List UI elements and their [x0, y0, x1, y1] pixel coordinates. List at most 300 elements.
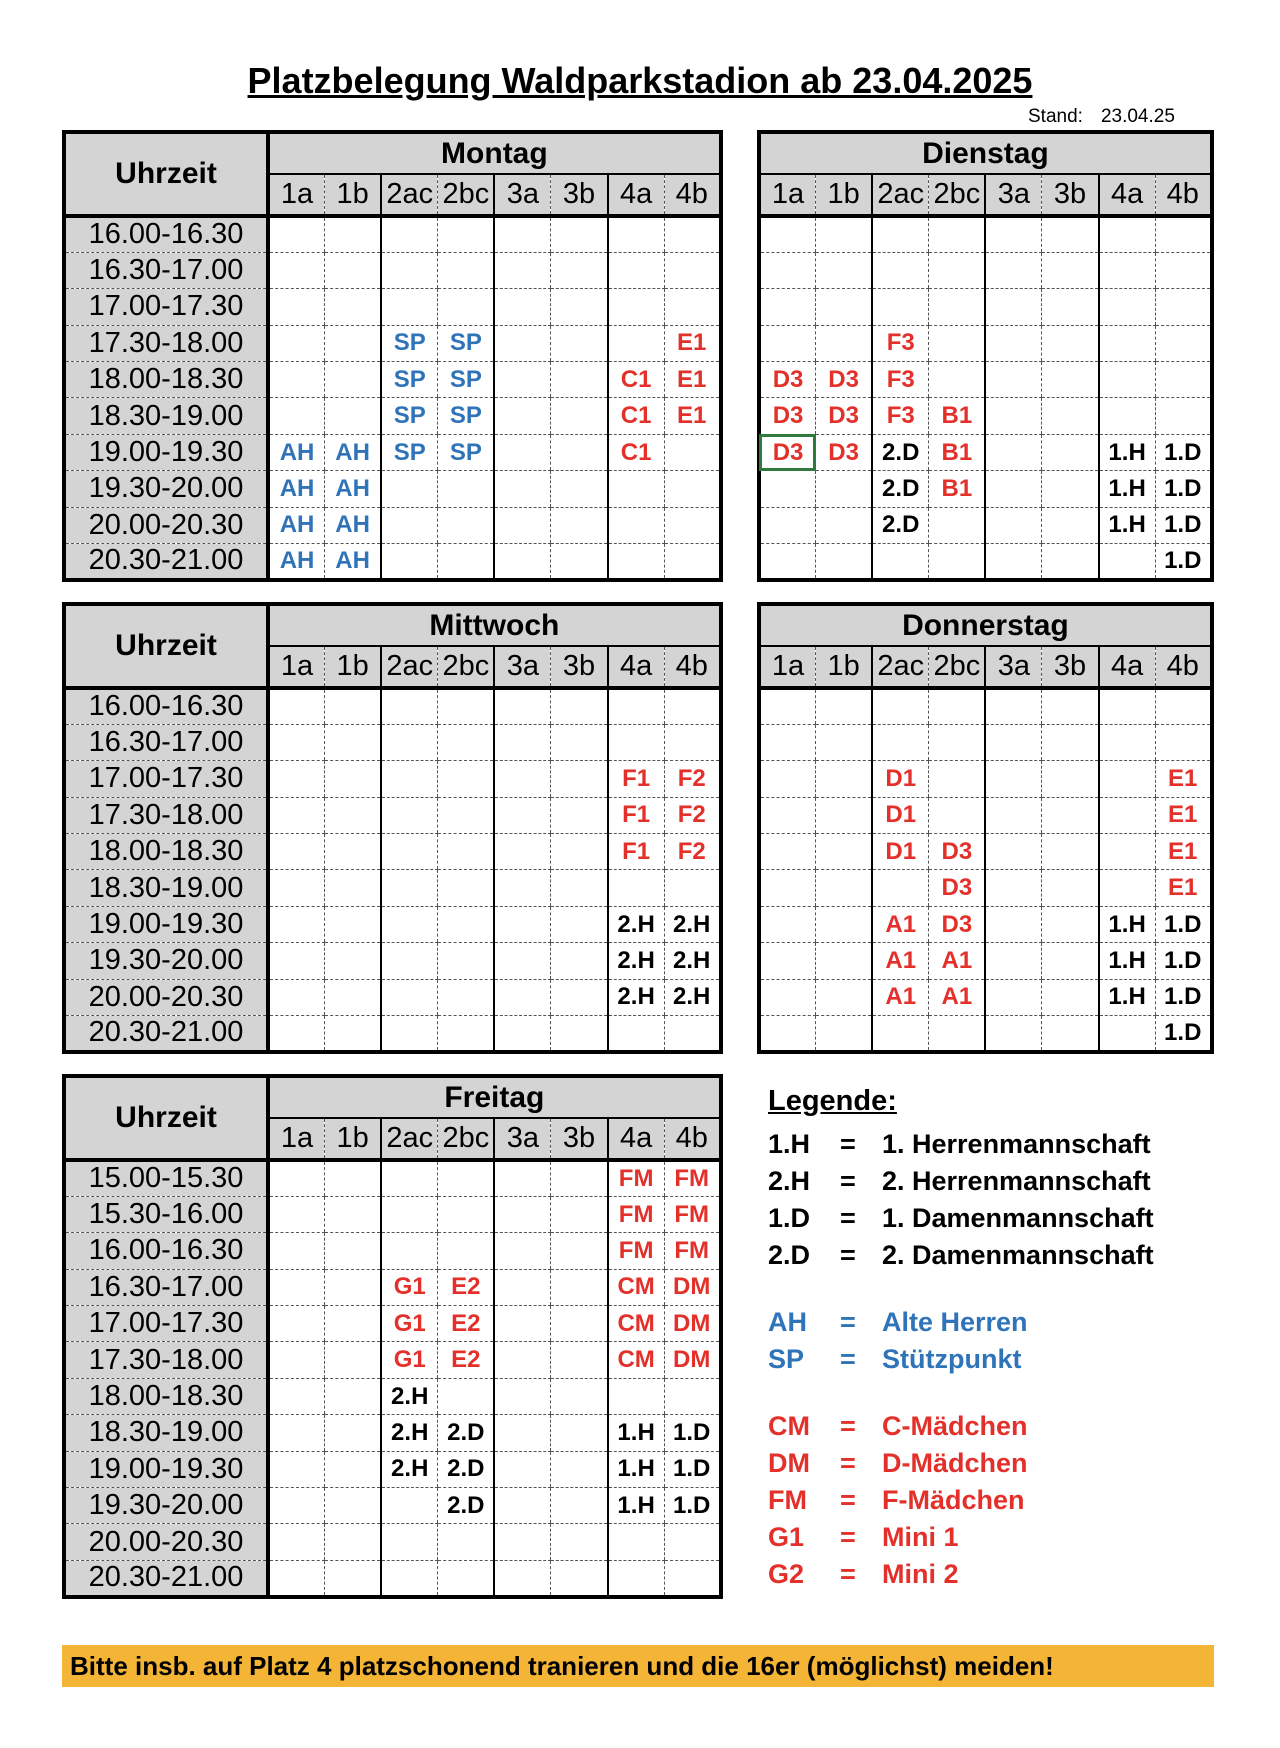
schedule-cell[interactable] — [494, 797, 551, 833]
schedule-cell[interactable]: 1.D — [1155, 434, 1212, 470]
schedule-cell[interactable] — [381, 943, 438, 979]
schedule-cell[interactable] — [381, 1160, 438, 1196]
schedule-cell[interactable] — [381, 761, 438, 797]
schedule-cell[interactable] — [1099, 289, 1156, 325]
schedule-cell[interactable] — [985, 906, 1042, 942]
schedule-cell[interactable] — [816, 1016, 873, 1052]
schedule-cell[interactable] — [759, 471, 816, 507]
schedule-cell[interactable] — [985, 979, 1042, 1015]
schedule-cell[interactable] — [494, 1016, 551, 1052]
schedule-cell[interactable] — [985, 252, 1042, 288]
schedule-cell[interactable]: AH — [325, 544, 382, 580]
schedule-cell[interactable] — [438, 1196, 495, 1232]
schedule-cell[interactable]: D1 — [872, 797, 929, 833]
schedule-cell[interactable]: 2.H — [381, 1451, 438, 1487]
schedule-cell[interactable] — [325, 834, 382, 870]
schedule-cell[interactable] — [438, 507, 495, 543]
schedule-cell[interactable] — [438, 1016, 495, 1052]
schedule-cell[interactable] — [268, 1233, 325, 1269]
schedule-cell[interactable]: A1 — [872, 943, 929, 979]
schedule-cell[interactable] — [325, 1451, 382, 1487]
schedule-cell[interactable] — [494, 1415, 551, 1451]
schedule-cell[interactable] — [325, 1269, 382, 1305]
schedule-cell[interactable] — [816, 797, 873, 833]
schedule-cell[interactable]: 2.D — [438, 1488, 495, 1524]
schedule-cell[interactable]: SP — [438, 398, 495, 434]
schedule-cell[interactable] — [1042, 979, 1099, 1015]
schedule-cell[interactable] — [816, 761, 873, 797]
schedule-cell[interactable] — [494, 325, 551, 361]
schedule-cell[interactable]: DM — [664, 1306, 721, 1342]
schedule-cell[interactable] — [268, 688, 325, 724]
schedule-cell[interactable] — [551, 507, 608, 543]
schedule-cell[interactable] — [1042, 906, 1099, 942]
schedule-cell[interactable] — [268, 1524, 325, 1560]
schedule-cell[interactable] — [759, 724, 816, 760]
schedule-cell[interactable] — [816, 252, 873, 288]
schedule-cell[interactable]: C1 — [608, 362, 665, 398]
schedule-cell[interactable] — [268, 1560, 325, 1596]
schedule-cell[interactable] — [872, 289, 929, 325]
schedule-cell[interactable]: B1 — [929, 471, 986, 507]
schedule-cell[interactable] — [1042, 544, 1099, 580]
schedule-cell[interactable] — [551, 1415, 608, 1451]
schedule-cell[interactable] — [1042, 362, 1099, 398]
schedule-cell[interactable] — [929, 325, 986, 361]
schedule-cell[interactable] — [551, 1524, 608, 1560]
schedule-cell[interactable] — [1042, 252, 1099, 288]
schedule-cell[interactable] — [494, 1306, 551, 1342]
schedule-cell[interactable] — [872, 1016, 929, 1052]
schedule-cell[interactable] — [494, 507, 551, 543]
schedule-cell[interactable] — [608, 1378, 665, 1414]
schedule-cell[interactable] — [985, 216, 1042, 252]
schedule-cell[interactable] — [325, 1524, 382, 1560]
schedule-cell[interactable] — [381, 216, 438, 252]
schedule-cell[interactable]: D3 — [816, 398, 873, 434]
schedule-cell[interactable] — [438, 797, 495, 833]
schedule-cell[interactable]: AH — [325, 434, 382, 470]
schedule-cell[interactable] — [438, 1233, 495, 1269]
schedule-cell[interactable] — [1099, 688, 1156, 724]
schedule-cell[interactable] — [494, 724, 551, 760]
schedule-cell[interactable]: 1.D — [1155, 1016, 1212, 1052]
schedule-cell[interactable]: G1 — [381, 1269, 438, 1305]
schedule-cell[interactable] — [759, 834, 816, 870]
schedule-cell[interactable]: SP — [381, 398, 438, 434]
schedule-cell[interactable] — [268, 1160, 325, 1196]
schedule-cell[interactable]: D3 — [759, 362, 816, 398]
schedule-cell[interactable]: FM — [664, 1196, 721, 1232]
schedule-cell[interactable] — [1155, 398, 1212, 434]
schedule-cell[interactable] — [438, 471, 495, 507]
schedule-cell[interactable] — [1042, 325, 1099, 361]
schedule-cell[interactable] — [1042, 870, 1099, 906]
schedule-cell[interactable] — [1042, 216, 1099, 252]
schedule-cell[interactable] — [985, 1016, 1042, 1052]
schedule-cell[interactable] — [929, 797, 986, 833]
schedule-cell[interactable] — [268, 1342, 325, 1378]
schedule-cell[interactable] — [872, 216, 929, 252]
schedule-cell[interactable]: FM — [608, 1233, 665, 1269]
schedule-cell[interactable] — [325, 216, 382, 252]
schedule-cell[interactable] — [929, 761, 986, 797]
schedule-cell[interactable] — [929, 1016, 986, 1052]
schedule-cell[interactable]: E2 — [438, 1269, 495, 1305]
schedule-cell[interactable] — [1042, 434, 1099, 470]
schedule-cell[interactable] — [929, 216, 986, 252]
schedule-cell[interactable] — [268, 325, 325, 361]
schedule-cell[interactable] — [551, 979, 608, 1015]
schedule-cell[interactable] — [268, 1488, 325, 1524]
schedule-cell[interactable] — [929, 289, 986, 325]
schedule-cell[interactable] — [268, 1196, 325, 1232]
schedule-cell[interactable]: FM — [664, 1160, 721, 1196]
schedule-cell[interactable] — [551, 544, 608, 580]
schedule-cell[interactable] — [438, 761, 495, 797]
schedule-cell[interactable]: 2.H — [664, 979, 721, 1015]
schedule-cell[interactable]: 2.H — [608, 979, 665, 1015]
schedule-cell[interactable] — [494, 1342, 551, 1378]
schedule-cell[interactable]: F2 — [664, 834, 721, 870]
schedule-cell[interactable] — [985, 507, 1042, 543]
schedule-cell[interactable] — [985, 325, 1042, 361]
schedule-cell[interactable] — [664, 1524, 721, 1560]
schedule-cell[interactable] — [268, 870, 325, 906]
schedule-cell[interactable] — [381, 252, 438, 288]
schedule-cell[interactable] — [325, 1233, 382, 1269]
schedule-cell[interactable]: E1 — [1155, 761, 1212, 797]
schedule-cell[interactable] — [325, 870, 382, 906]
schedule-cell[interactable] — [494, 1196, 551, 1232]
schedule-cell[interactable] — [1099, 398, 1156, 434]
schedule-cell[interactable] — [929, 544, 986, 580]
schedule-cell[interactable]: 1.H — [608, 1415, 665, 1451]
schedule-cell[interactable] — [381, 471, 438, 507]
schedule-cell[interactable] — [494, 398, 551, 434]
schedule-cell[interactable] — [438, 1160, 495, 1196]
schedule-cell[interactable] — [816, 544, 873, 580]
schedule-cell[interactable] — [551, 834, 608, 870]
schedule-cell[interactable] — [494, 289, 551, 325]
schedule-cell[interactable]: 2.H — [664, 906, 721, 942]
schedule-cell[interactable] — [929, 688, 986, 724]
schedule-cell[interactable]: 2.D — [872, 471, 929, 507]
schedule-cell[interactable] — [494, 906, 551, 942]
schedule-cell[interactable] — [1099, 761, 1156, 797]
schedule-cell[interactable] — [816, 870, 873, 906]
schedule-cell[interactable] — [381, 688, 438, 724]
schedule-cell[interactable] — [759, 289, 816, 325]
schedule-cell[interactable] — [268, 906, 325, 942]
schedule-cell[interactable]: D3 — [759, 398, 816, 434]
schedule-cell[interactable] — [929, 362, 986, 398]
schedule-cell[interactable] — [551, 1378, 608, 1414]
schedule-cell[interactable] — [494, 434, 551, 470]
schedule-cell[interactable] — [608, 688, 665, 724]
schedule-cell[interactable] — [1099, 870, 1156, 906]
schedule-cell[interactable] — [325, 1342, 382, 1378]
schedule-cell[interactable] — [551, 252, 608, 288]
schedule-cell[interactable]: 1.H — [1099, 507, 1156, 543]
schedule-cell[interactable] — [985, 834, 1042, 870]
schedule-cell[interactable] — [551, 434, 608, 470]
schedule-cell[interactable] — [268, 1016, 325, 1052]
schedule-cell[interactable] — [664, 1560, 721, 1596]
schedule-cell[interactable] — [551, 1488, 608, 1524]
schedule-cell[interactable] — [664, 252, 721, 288]
schedule-cell[interactable]: 2.H — [381, 1415, 438, 1451]
schedule-cell[interactable]: AH — [268, 434, 325, 470]
schedule-cell[interactable] — [381, 870, 438, 906]
schedule-cell[interactable] — [1042, 797, 1099, 833]
schedule-cell[interactable]: 1.H — [1099, 906, 1156, 942]
schedule-cell[interactable] — [551, 1016, 608, 1052]
schedule-cell[interactable] — [325, 1488, 382, 1524]
schedule-cell[interactable]: F3 — [872, 325, 929, 361]
schedule-cell[interactable]: D3 — [816, 362, 873, 398]
schedule-cell[interactable] — [608, 325, 665, 361]
schedule-cell[interactable]: D3 — [929, 834, 986, 870]
schedule-cell[interactable] — [608, 471, 665, 507]
schedule-cell[interactable]: 1.D — [1155, 979, 1212, 1015]
schedule-cell[interactable]: E1 — [1155, 797, 1212, 833]
schedule-cell[interactable]: E2 — [438, 1342, 495, 1378]
schedule-cell[interactable] — [1042, 507, 1099, 543]
schedule-cell[interactable]: D1 — [872, 834, 929, 870]
schedule-cell[interactable]: A1 — [929, 943, 986, 979]
schedule-cell[interactable]: E1 — [664, 398, 721, 434]
schedule-cell[interactable]: CM — [608, 1342, 665, 1378]
schedule-cell[interactable]: F1 — [608, 834, 665, 870]
schedule-cell[interactable] — [551, 1269, 608, 1305]
schedule-cell[interactable] — [438, 724, 495, 760]
schedule-cell[interactable]: A1 — [929, 979, 986, 1015]
schedule-cell[interactable] — [551, 906, 608, 942]
schedule-cell[interactable] — [816, 906, 873, 942]
schedule-cell[interactable] — [1155, 688, 1212, 724]
schedule-cell[interactable] — [268, 1306, 325, 1342]
schedule-cell[interactable] — [664, 1016, 721, 1052]
schedule-cell[interactable] — [494, 1451, 551, 1487]
schedule-cell[interactable] — [1042, 1016, 1099, 1052]
schedule-cell[interactable]: 2.H — [608, 943, 665, 979]
schedule-cell[interactable] — [438, 943, 495, 979]
schedule-cell[interactable] — [381, 544, 438, 580]
schedule-cell[interactable] — [551, 688, 608, 724]
schedule-cell[interactable] — [929, 507, 986, 543]
schedule-cell[interactable] — [985, 724, 1042, 760]
schedule-cell[interactable] — [268, 943, 325, 979]
schedule-cell[interactable]: F1 — [608, 797, 665, 833]
schedule-cell[interactable] — [494, 834, 551, 870]
schedule-cell[interactable] — [551, 724, 608, 760]
schedule-cell[interactable] — [1155, 252, 1212, 288]
schedule-cell[interactable]: AH — [268, 507, 325, 543]
schedule-cell[interactable]: FM — [608, 1160, 665, 1196]
schedule-cell[interactable] — [1042, 688, 1099, 724]
schedule-cell[interactable] — [816, 724, 873, 760]
schedule-cell[interactable] — [1155, 724, 1212, 760]
schedule-cell[interactable] — [551, 870, 608, 906]
schedule-cell[interactable] — [985, 434, 1042, 470]
schedule-cell[interactable] — [985, 398, 1042, 434]
schedule-cell[interactable]: D3 — [816, 434, 873, 470]
schedule-cell[interactable] — [438, 834, 495, 870]
schedule-cell[interactable] — [551, 1342, 608, 1378]
schedule-cell[interactable]: 2.H — [664, 943, 721, 979]
schedule-cell[interactable] — [985, 544, 1042, 580]
schedule-cell[interactable] — [664, 1378, 721, 1414]
schedule-cell[interactable] — [759, 797, 816, 833]
schedule-cell[interactable]: CM — [608, 1306, 665, 1342]
schedule-cell[interactable]: DM — [664, 1342, 721, 1378]
schedule-cell[interactable] — [325, 724, 382, 760]
schedule-cell[interactable]: AH — [268, 544, 325, 580]
schedule-cell[interactable] — [759, 761, 816, 797]
schedule-cell[interactable] — [494, 216, 551, 252]
schedule-cell[interactable] — [759, 544, 816, 580]
schedule-cell[interactable] — [551, 1560, 608, 1596]
schedule-cell[interactable] — [1042, 724, 1099, 760]
schedule-cell[interactable] — [664, 870, 721, 906]
schedule-cell[interactable] — [985, 289, 1042, 325]
schedule-cell[interactable] — [608, 724, 665, 760]
schedule-cell[interactable] — [608, 289, 665, 325]
schedule-cell[interactable]: A1 — [872, 979, 929, 1015]
schedule-cell[interactable] — [268, 1378, 325, 1414]
schedule-cell[interactable]: DM — [664, 1269, 721, 1305]
schedule-cell[interactable] — [325, 1196, 382, 1232]
schedule-cell[interactable] — [1099, 834, 1156, 870]
schedule-cell[interactable] — [551, 362, 608, 398]
schedule-cell[interactable] — [325, 906, 382, 942]
schedule-cell[interactable] — [872, 870, 929, 906]
schedule-cell[interactable] — [872, 724, 929, 760]
schedule-cell[interactable] — [381, 724, 438, 760]
schedule-cell[interactable] — [872, 688, 929, 724]
schedule-cell[interactable] — [985, 362, 1042, 398]
schedule-cell[interactable] — [268, 398, 325, 434]
schedule-cell[interactable]: 2.H — [381, 1378, 438, 1414]
schedule-cell[interactable] — [551, 1233, 608, 1269]
schedule-cell[interactable] — [494, 1524, 551, 1560]
schedule-cell[interactable] — [1042, 398, 1099, 434]
schedule-cell[interactable] — [816, 471, 873, 507]
schedule-cell[interactable] — [608, 1524, 665, 1560]
schedule-cell[interactable] — [381, 507, 438, 543]
schedule-cell[interactable]: SP — [381, 325, 438, 361]
schedule-cell[interactable]: G1 — [381, 1342, 438, 1378]
schedule-cell[interactable] — [551, 1451, 608, 1487]
schedule-cell[interactable] — [551, 943, 608, 979]
schedule-cell[interactable] — [325, 252, 382, 288]
schedule-cell[interactable]: A1 — [872, 906, 929, 942]
schedule-cell[interactable] — [664, 434, 721, 470]
schedule-cell[interactable] — [325, 979, 382, 1015]
schedule-cell[interactable] — [985, 471, 1042, 507]
schedule-cell[interactable] — [268, 761, 325, 797]
schedule-cell[interactable] — [608, 544, 665, 580]
schedule-cell[interactable] — [759, 870, 816, 906]
schedule-cell[interactable]: 1.D — [1155, 507, 1212, 543]
schedule-cell[interactable] — [381, 1233, 438, 1269]
schedule-cell[interactable] — [438, 1524, 495, 1560]
schedule-cell[interactable] — [268, 1451, 325, 1487]
schedule-cell[interactable] — [494, 870, 551, 906]
schedule-cell[interactable] — [608, 1560, 665, 1596]
schedule-cell[interactable] — [325, 1306, 382, 1342]
schedule-cell[interactable] — [381, 979, 438, 1015]
schedule-cell[interactable] — [325, 1160, 382, 1196]
schedule-cell[interactable] — [985, 870, 1042, 906]
schedule-cell[interactable] — [325, 1016, 382, 1052]
schedule-cell[interactable]: E1 — [664, 325, 721, 361]
schedule-cell[interactable] — [494, 471, 551, 507]
schedule-cell[interactable]: D3 — [929, 870, 986, 906]
schedule-cell[interactable]: F3 — [872, 398, 929, 434]
schedule-cell[interactable] — [325, 797, 382, 833]
schedule-cell[interactable] — [1042, 943, 1099, 979]
schedule-cell[interactable]: E1 — [664, 362, 721, 398]
schedule-cell[interactable] — [664, 471, 721, 507]
schedule-cell[interactable] — [438, 544, 495, 580]
schedule-cell[interactable] — [759, 943, 816, 979]
schedule-cell[interactable]: 2.H — [608, 906, 665, 942]
schedule-cell[interactable]: 1.D — [1155, 906, 1212, 942]
schedule-cell[interactable]: 1.D — [1155, 471, 1212, 507]
schedule-cell[interactable]: 1.D — [664, 1415, 721, 1451]
schedule-cell[interactable] — [551, 1306, 608, 1342]
schedule-cell[interactable] — [816, 979, 873, 1015]
schedule-cell[interactable] — [872, 544, 929, 580]
schedule-cell[interactable]: 1.D — [664, 1451, 721, 1487]
schedule-cell[interactable]: SP — [438, 434, 495, 470]
schedule-cell[interactable] — [816, 289, 873, 325]
schedule-cell[interactable] — [1155, 325, 1212, 361]
schedule-cell[interactable] — [816, 325, 873, 361]
schedule-cell[interactable] — [551, 1196, 608, 1232]
schedule-cell[interactable]: FM — [608, 1196, 665, 1232]
schedule-cell[interactable] — [494, 1378, 551, 1414]
schedule-cell[interactable]: C1 — [608, 398, 665, 434]
schedule-cell[interactable]: 1.H — [1099, 471, 1156, 507]
schedule-cell[interactable]: AH — [325, 471, 382, 507]
schedule-cell[interactable] — [759, 325, 816, 361]
schedule-cell[interactable] — [494, 252, 551, 288]
schedule-cell[interactable]: D1 — [872, 761, 929, 797]
schedule-cell[interactable]: SP — [381, 362, 438, 398]
schedule-cell[interactable] — [1099, 1016, 1156, 1052]
schedule-cell[interactable] — [1042, 471, 1099, 507]
schedule-cell[interactable] — [664, 688, 721, 724]
schedule-cell[interactable] — [608, 507, 665, 543]
schedule-cell[interactable]: 1.H — [1099, 943, 1156, 979]
schedule-cell[interactable] — [664, 289, 721, 325]
schedule-cell[interactable] — [438, 688, 495, 724]
schedule-cell[interactable]: E1 — [1155, 834, 1212, 870]
schedule-cell[interactable] — [494, 362, 551, 398]
schedule-cell[interactable] — [759, 979, 816, 1015]
schedule-cell[interactable]: 1.D — [664, 1488, 721, 1524]
schedule-cell[interactable] — [438, 252, 495, 288]
schedule-cell[interactable]: 1.H — [608, 1451, 665, 1487]
schedule-cell[interactable] — [381, 1016, 438, 1052]
schedule-cell[interactable]: F2 — [664, 761, 721, 797]
schedule-cell[interactable] — [872, 252, 929, 288]
schedule-cell[interactable] — [268, 289, 325, 325]
schedule-cell[interactable]: D3 — [759, 434, 816, 470]
